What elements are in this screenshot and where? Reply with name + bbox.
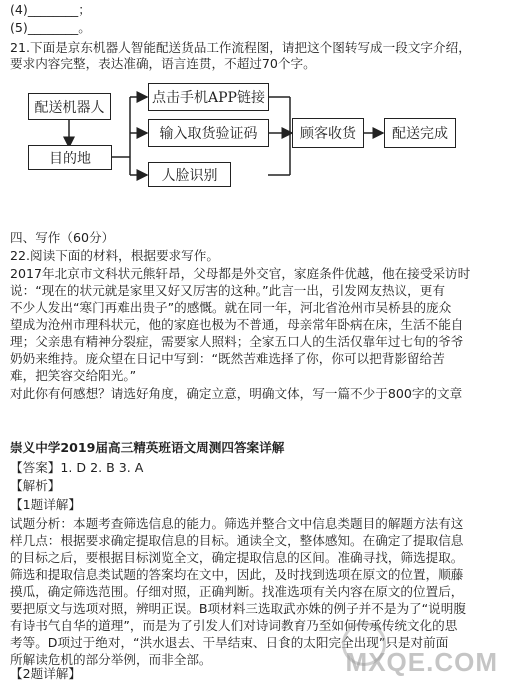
blank-item-5: (5)________。: [10, 20, 91, 35]
q1-detail-label: 【1题详解】: [10, 497, 81, 512]
section-writing-heading: 四、写作（60分）: [10, 230, 115, 245]
analysis-line: 样几点：根据要求确定提取信息的目标。通读全文，整体感知。在确定了提取信息: [10, 533, 464, 548]
answer-key: 【答案】1. D 2. B 3. A: [10, 460, 144, 475]
flow-box-destination: 目的地: [28, 145, 112, 170]
material-line: 说：“现在的状元就是家里又好又厉害的这种。”此言一出，引发网友热议，更有: [10, 283, 445, 298]
flow-box-enter-code: 输入取货验证码: [148, 119, 269, 147]
material-line: 难，把笑容交给阳光。”: [10, 368, 137, 383]
watermark: MXQE.COM: [345, 647, 498, 677]
flow-box-click-app: 点击手机APP链接: [148, 83, 269, 111]
material-line: 2017年北京市文科状元熊轩昂，父母都是外交官，家庭条件优越，他在接受采访时: [10, 266, 471, 281]
flow-box-robot: 配送机器人: [28, 93, 111, 120]
answers-title: 崇义中学2019届高三精英班语文周测四答案详解: [10, 440, 285, 455]
material-line: 理；父亲患有精神分裂症，需要家人照料；全家五口人的生活仅靠年过七旬的爷爷: [10, 334, 464, 349]
q2-detail-label: 【2题详解】: [10, 666, 81, 681]
analysis-line: 所解读危机的部分举例，而非全部。: [10, 652, 212, 667]
analysis-line: 试题分析：本题考查筛选信息的能力。筛选并整合文中信息类题目的解题方法有这: [10, 516, 464, 531]
question-21-line-2: 要求内容完整，表达准确，语言连贯，不超过70个字。: [10, 56, 316, 71]
analysis-line: 的目标之后，要根据目标浏览全文，确定提取信息的区间。准确寻找，筛选提取。: [10, 550, 464, 565]
material-line: 不少人发出“寒门再难出贵子”的感慨。就在同一年，河北省沧州市吴桥县的庞众: [10, 300, 452, 315]
material-line: 望成为沧州市理科状元，他的家庭也极为不普通，母亲常年卧病在床，生活不能自: [10, 317, 464, 332]
analysis-label: 【解析】: [10, 478, 61, 493]
question-21-line-1: 21.下面是京东机器人智能配送货品工作流程图，请把这个图转写成一段文字介绍，: [10, 40, 471, 55]
analysis-line: 摸瓜，确定筛选范围。仔细对照，正确判断。找准选项有关内容在原文的位置后，: [10, 584, 464, 599]
flow-box-done: 配送完成: [384, 118, 456, 148]
flow-box-face-id: 人脸识别: [148, 162, 231, 187]
analysis-line: 要把原文与选项对照，辨明正误。B项材料三选取武亦姝的例子并不是为了“说明腹: [10, 601, 466, 616]
writing-prompt: 对此你有何感想？请选好角度，确定立意，明确文体，写一篇不少于800字的文章: [10, 386, 463, 401]
flow-box-customer: 顾客收货: [292, 118, 364, 148]
analysis-line: 考等。D项过于绝对，“洪水退去、干旱结束、日食的太阳完全出现”只是对前面: [10, 635, 449, 650]
analysis-line: 有诗书气自华的道理”，而是为了引发人们对诗词教育乃至如何传承传统文化的思: [10, 618, 458, 633]
material-line: 奶奶来维持。庞众望在日记中写到：“既然苦难选择了你，你可以把背影留给苦: [10, 351, 445, 366]
question-22: 22.阅读下面的材料，根据要求写作。: [10, 248, 219, 263]
blank-item-4: (4)________；: [10, 2, 91, 17]
analysis-line: 筛选和提取信息类试题的答案均在文中，因此，及时找到选项在原文的位置，顺藤: [10, 567, 464, 582]
